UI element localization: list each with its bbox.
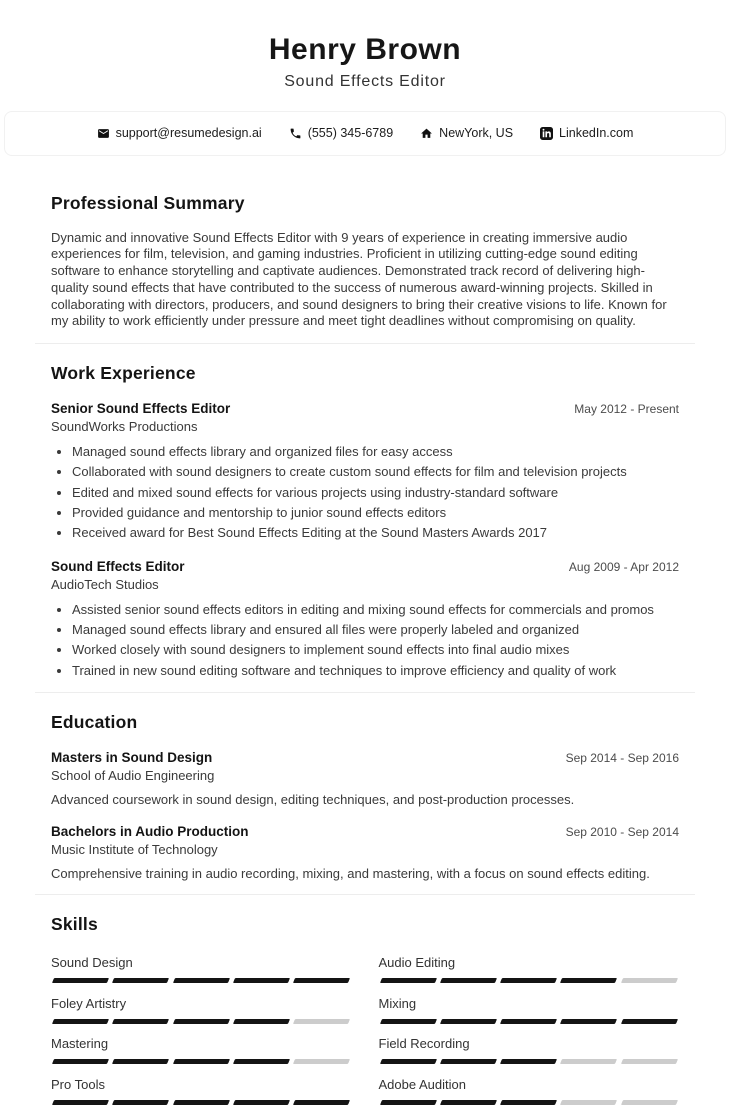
job-bullet-list (51, 444, 679, 542)
education-dates: Sep 2010 - Sep 2014 (566, 825, 679, 839)
skill-segment-filled (621, 1019, 678, 1024)
skill-segment-filled (112, 1059, 169, 1064)
education-entry (51, 750, 679, 807)
skill-name: Mixing (379, 996, 680, 1011)
education-entry (51, 824, 679, 881)
skill-item (51, 1036, 352, 1064)
job-entry-header (51, 401, 679, 416)
section-professional-summary (51, 156, 679, 331)
job-bullet: • Assisted senior sound effects editors in editing and mixing sound effects for commercials and promos (72, 602, 679, 619)
education-description: Advanced coursework in sound design, editing techniques, and post-production processes. (51, 792, 679, 807)
skill-segment-filled (440, 978, 497, 983)
skill-name: Adobe Audition (379, 1077, 680, 1092)
job-bullet: • Received award for Best Sound Effects Editing at the Sound Masters Awards 2017 (72, 525, 679, 542)
work-heading: Work Experience (51, 363, 679, 384)
skill-segment-filled (293, 978, 350, 983)
skill-level-bar (51, 1019, 352, 1024)
job-entry-header (51, 559, 679, 574)
skill-segment-empty (560, 1059, 617, 1064)
skill-level-bar (379, 1019, 680, 1024)
skill-segment-filled (440, 1100, 497, 1105)
contact-phone-text: (555) 345-6789 (308, 126, 393, 140)
skill-level-bar (51, 978, 352, 983)
skill-level-bar (51, 1059, 352, 1064)
skill-segment-filled (52, 1019, 109, 1024)
skill-segment-empty (621, 978, 678, 983)
degree-title: Masters in Sound Design (51, 750, 212, 765)
skill-item (51, 1077, 352, 1105)
job-dates: May 2012 - Present (574, 402, 679, 416)
job-bullet: • Edited and mixed sound effects for various projects using industry-standard software (72, 485, 679, 502)
job-company: SoundWorks Productions (51, 419, 679, 434)
skill-segment-filled (500, 1100, 557, 1105)
skill-segment-filled (52, 1059, 109, 1064)
job-title: Senior Sound Effects Editor (51, 401, 230, 416)
section-work-experience (51, 344, 679, 679)
skill-segment-filled (379, 978, 436, 983)
skill-name: Field Recording (379, 1036, 680, 1051)
skill-segment-filled (379, 1100, 436, 1105)
skill-item (379, 996, 680, 1024)
skill-name: Mastering (51, 1036, 352, 1051)
job-bullet: • Trained in new sound editing software and techniques to improve efficiency and quality of work (72, 663, 679, 680)
education-entry-header (51, 750, 679, 765)
section-skills (51, 895, 679, 1117)
school-name: Music Institute of Technology (51, 842, 679, 857)
education-description: Comprehensive training in audio recording, mixing, and mastering, with a focus on sound effects editing. (51, 866, 679, 881)
skill-segment-filled (440, 1059, 497, 1064)
contact-email-text: support@resumedesign.ai (116, 126, 262, 140)
contact-location-text: NewYork, US (439, 126, 513, 140)
contact-linkedin[interactable] (540, 126, 633, 140)
section-education (51, 693, 679, 881)
education-heading: Education (51, 712, 679, 733)
summary-text: Dynamic and innovative Sound Effects Editor with 9 years of experience in creating immersive audio experiences for film, television, and gaming industries. Proficient in utilizing cutting-edge sound editing software to enhance storytelling and captivate audiences. Demonstrated track record of delivering high-quality sound effects that have contributed to the success of numerous award-winning projects. Skilled in collaborating with directors, producers, and sound designers to bring their creative visions to life. Known for my ability to work efficiently under pressure and meet tight deadlines without compromising on quality. (51, 230, 679, 331)
contact-location (420, 126, 513, 140)
candidate-name: Henry Brown (0, 33, 730, 68)
skill-segment-filled (52, 1100, 109, 1105)
skill-item (51, 955, 352, 983)
skill-segment-filled (233, 1100, 290, 1105)
job-bullet: • Collaborated with sound designers to create custom sound effects for film and television projects (72, 464, 679, 481)
contact-bar (4, 111, 726, 156)
education-entry-header (51, 824, 679, 839)
skill-segment-filled (500, 1059, 557, 1064)
school-name: School of Audio Engineering (51, 768, 679, 783)
skill-item (379, 1077, 680, 1105)
job-company: AudioTech Studios (51, 577, 679, 592)
skill-segment-filled (560, 978, 617, 983)
candidate-job-title: Sound Effects Editor (0, 73, 730, 91)
skill-segment-empty (621, 1100, 678, 1105)
education-dates: Sep 2014 - Sep 2016 (566, 751, 679, 765)
skills-grid (51, 955, 679, 1117)
job-bullet: • Managed sound effects library and organized files for easy access (72, 444, 679, 461)
skill-segment-filled (500, 978, 557, 983)
skill-segment-filled (379, 1019, 436, 1024)
skill-segment-filled (233, 1019, 290, 1024)
job-dates: Aug 2009 - Apr 2012 (569, 560, 679, 574)
skill-level-bar (379, 978, 680, 983)
skill-segment-filled (173, 1019, 230, 1024)
skill-segment-filled (112, 1019, 169, 1024)
skill-segment-filled (379, 1059, 436, 1064)
contact-linkedin-text: LinkedIn.com (559, 126, 633, 140)
skills-column-right (379, 955, 680, 1117)
skill-name: Sound Design (51, 955, 352, 970)
skill-item (51, 996, 352, 1024)
skill-segment-filled (233, 1059, 290, 1064)
degree-title: Bachelors in Audio Production (51, 824, 249, 839)
skill-level-bar (51, 1100, 352, 1105)
phone-icon (289, 127, 302, 140)
skill-segment-filled (293, 1100, 350, 1105)
skill-name: Pro Tools (51, 1077, 352, 1092)
skill-segment-filled (112, 978, 169, 983)
job-entry (51, 401, 679, 542)
skill-name: Audio Editing (379, 955, 680, 970)
skill-segment-filled (173, 1100, 230, 1105)
job-bullet: • Provided guidance and mentorship to junior sound effects editors (72, 505, 679, 522)
job-bullet-list (51, 602, 679, 680)
linkedin-icon (540, 127, 553, 140)
summary-heading: Professional Summary (51, 193, 679, 214)
skill-segment-empty (293, 1059, 350, 1064)
skill-segment-filled (500, 1019, 557, 1024)
skill-segment-filled (440, 1019, 497, 1024)
skill-level-bar (379, 1059, 680, 1064)
skill-segment-filled (52, 978, 109, 983)
home-icon (420, 127, 433, 140)
contact-email[interactable] (97, 126, 262, 140)
skill-segment-empty (293, 1019, 350, 1024)
resume-body (0, 156, 730, 1117)
skill-segment-filled (560, 1019, 617, 1024)
job-bullet: • Managed sound effects library and ensured all files were properly labeled and organized (72, 622, 679, 639)
skill-segment-filled (112, 1100, 169, 1105)
skill-segment-empty (621, 1059, 678, 1064)
job-bullet: • Worked closely with sound designers to implement sound effects into final audio mixes (72, 642, 679, 659)
job-title: Sound Effects Editor (51, 559, 185, 574)
resume-header (0, 0, 730, 91)
envelope-icon (97, 127, 110, 140)
skill-segment-filled (173, 978, 230, 983)
job-entry (51, 559, 679, 680)
skill-item (379, 1036, 680, 1064)
skill-segment-filled (233, 978, 290, 983)
skill-segment-empty (560, 1100, 617, 1105)
skills-column-left (51, 955, 352, 1117)
skills-heading: Skills (51, 914, 679, 935)
skill-name: Foley Artistry (51, 996, 352, 1011)
contact-phone[interactable] (289, 126, 393, 140)
skill-level-bar (379, 1100, 680, 1105)
skill-item (379, 955, 680, 983)
skill-segment-filled (173, 1059, 230, 1064)
